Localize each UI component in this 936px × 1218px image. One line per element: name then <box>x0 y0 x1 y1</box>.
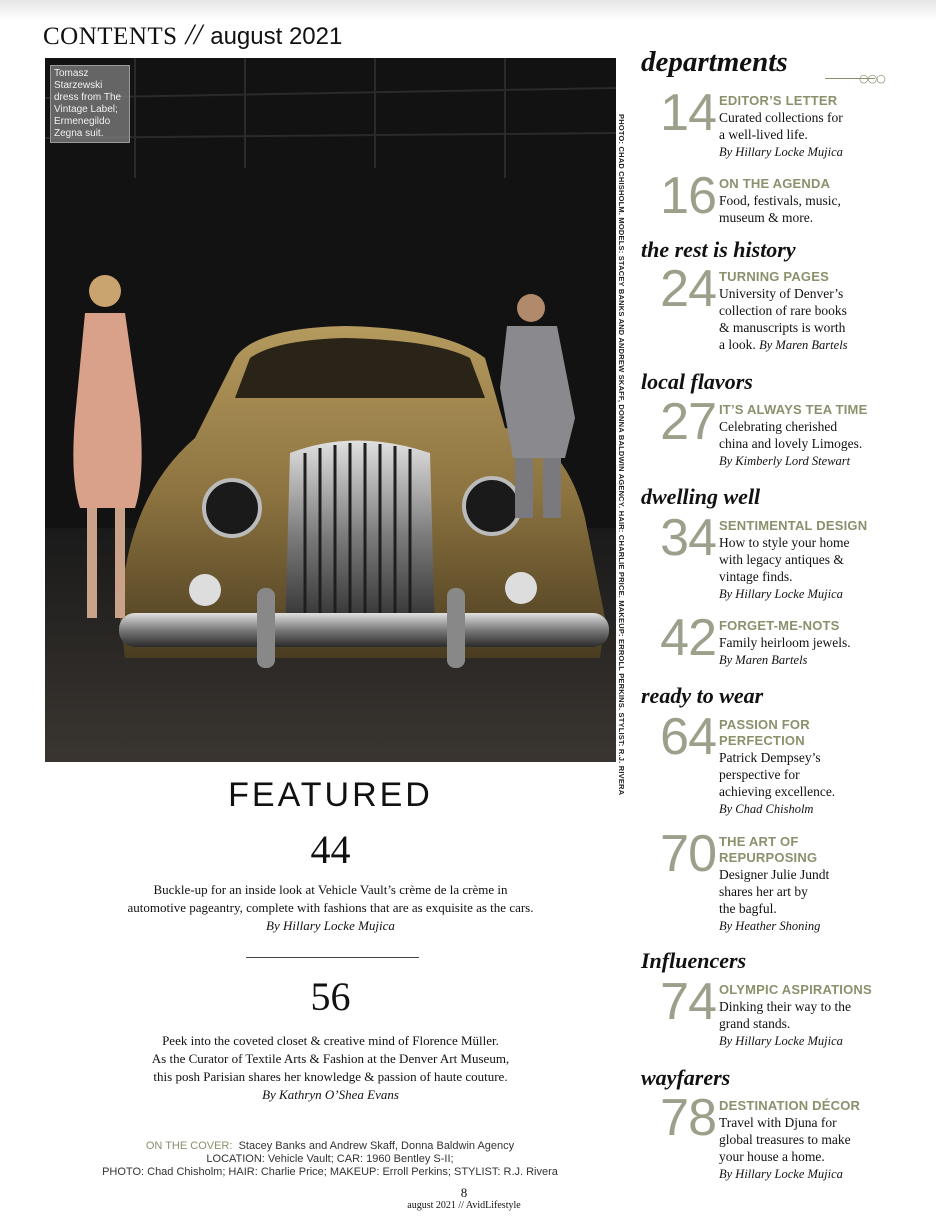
entry-desc: collection of rare books <box>719 303 847 318</box>
entry-desc: Dinking their way to the <box>719 999 851 1014</box>
entry-byline: By Hillary Locke Mujica <box>719 145 843 159</box>
featured-story-56-line: Peek into the coveted closet & creative mind of Florence Müller. <box>162 1033 499 1048</box>
entry-page-number: 74 <box>660 973 716 1031</box>
section-departments: departments <box>641 46 788 78</box>
entry-page-number: 16 <box>660 167 716 225</box>
entry-desc: University of Denver’s <box>719 286 844 301</box>
entry-byline: By Chad Chisholm <box>719 802 814 816</box>
cover-line-2: LOCATION: Vehicle Vault; CAR: 1960 Bentley S-II; <box>206 1153 454 1165</box>
entry-kicker: ON THE AGENDA <box>719 176 831 191</box>
entry-kicker: PASSION FOR <box>719 717 810 732</box>
cover-line-3: PHOTO: Chad Chisholm; HAIR: Charlie Price; MAKEUP: Erroll Perkins; STYLIST: R.J. Rivera <box>102 1166 558 1178</box>
entry-desc: a look. <box>719 337 756 352</box>
entry-desc: Family heirloom jewels. <box>719 635 851 650</box>
entry-desc: museum & more. <box>719 210 814 225</box>
entry-kicker: DESTINATION DÉCOR <box>719 1098 861 1113</box>
entry-desc: with legacy antiques & <box>719 552 844 567</box>
car-illustration <box>45 58 616 762</box>
entry-desc: Designer Julie Jundt <box>719 867 830 882</box>
cover-line-1: Stacey Banks and Andrew Skaff, Donna Baldwin Agency <box>238 1140 515 1152</box>
entry-kicker: SENTIMENTAL DESIGN <box>719 518 868 533</box>
entry-kicker: IT’S ALWAYS TEA TIME <box>719 402 868 417</box>
entry-desc: china and lovely Limoges. <box>719 436 863 451</box>
featured-page-56: 56 <box>310 974 351 1019</box>
entry-byline: By Hillary Locke Mujica <box>719 1167 843 1181</box>
featured-story-56-line: this posh Parisian shares her knowledge & passion of haute couture. <box>153 1069 508 1084</box>
entry-desc: Patrick Dempsey’s <box>719 750 821 765</box>
page-header <box>43 18 342 52</box>
entry-kicker: PERFECTION <box>719 733 805 748</box>
entry-kicker: REPURPOSING <box>719 850 818 865</box>
issue-date: august 2021 <box>210 23 343 50</box>
entry-page-number: 78 <box>660 1089 716 1147</box>
entry-desc: global treasures to make <box>719 1132 851 1147</box>
entry-desc: grand stands. <box>719 1016 791 1031</box>
featured-heading: FEATURED <box>228 776 433 814</box>
photo-credit-text: PHOTO: CHAD CHISHOLM. MODELS: STACEY BANKS AND ANDREW SKAFF, DONNA BALDWIN AGENCY. HAIR: CHARLIE PRICE. MAKEUP: ERROLL PERKINS. STYLIST: R.J. RIVERA <box>617 114 626 796</box>
featured-page-44: 44 <box>310 827 351 872</box>
entry-desc: Food, festivals, music, <box>719 193 841 208</box>
photo-credit-vertical <box>617 114 627 796</box>
entry-byline: By Hillary Locke Mujica <box>719 587 843 601</box>
featured-story-56-line: As the Curator of Textile Arts & Fashion at the Denver Art Museum, <box>151 1051 510 1066</box>
entry-byline: By Maren Bartels <box>719 653 808 667</box>
page-number: 8 <box>460 1185 468 1200</box>
entry-desc: shares her art by <box>719 884 808 899</box>
entry-page-number: 14 <box>660 84 716 142</box>
entry-byline: By Maren Bartels <box>759 338 848 352</box>
cover-label: ON THE COVER: <box>145 1140 233 1152</box>
entry-desc: Travel with Djuna for <box>719 1115 837 1130</box>
featured-story-56-byline: By Kathryn O’Shea Evans <box>262 1087 399 1102</box>
entry-kicker: THE ART OF <box>719 834 799 849</box>
entry-kicker: EDITOR’S LETTER <box>719 93 838 108</box>
entry-kicker: TURNING PAGES <box>719 269 829 284</box>
entry-byline: By Kimberly Lord Stewart <box>719 454 851 468</box>
entry-desc: & manuscripts is worth <box>719 320 846 335</box>
entry-desc: Celebrating cherished <box>719 419 838 434</box>
cover-credits <box>60 1140 600 1179</box>
featured-story-44 <box>85 881 576 935</box>
entry-byline: By Heather Shoning <box>719 919 821 933</box>
cover-photo <box>45 58 616 762</box>
entry-page-number: 64 <box>660 708 716 766</box>
top-shade <box>0 0 936 20</box>
entry-kicker: OLYMPIC ASPIRATIONS <box>719 982 872 997</box>
featured-story-44-line: automotive pageantry, complete with fashions that are as exquisite as the cars. <box>127 900 534 915</box>
section-influencers: Influencers <box>641 948 747 973</box>
circles-icon: ○○○ <box>859 72 885 85</box>
section-wayfarers: wayfarers <box>641 1065 731 1090</box>
entry-page-number: 34 <box>660 509 716 567</box>
entry-desc: the bagful. <box>719 901 777 916</box>
section-history: the rest is history <box>641 237 796 262</box>
entry-desc: achieving excellence. <box>719 784 836 799</box>
photo-caption: Tomasz Starzewski dress from The Vintage Label; Ermenegildo Zegna suit. <box>50 65 130 143</box>
entry-kicker: FORGET-ME-NOTS <box>719 618 840 633</box>
entry-desc: a well-lived life. <box>719 127 808 142</box>
entry-desc: perspective for <box>719 767 800 782</box>
contents-title: CONTENTS <box>43 23 178 50</box>
entry-byline: By Hillary Locke Mujica <box>719 1034 843 1048</box>
header-separator: // <box>185 18 203 51</box>
folio-line: august 2021 // AvidLifestyle <box>407 1200 521 1211</box>
featured-story-44-byline: By Hillary Locke Mujica <box>266 918 395 933</box>
entry-desc: your house a home. <box>719 1149 825 1164</box>
entry-desc: Curated collections for <box>719 110 843 125</box>
entry-page-number: 27 <box>660 393 716 451</box>
entry-desc: How to style your home <box>719 535 850 550</box>
featured-story-44-line: Buckle-up for an inside look at Vehicle Vault’s crème de la crème in <box>153 882 508 897</box>
entry-desc: vintage finds. <box>719 569 793 584</box>
section-ready-to-wear: ready to wear <box>641 683 764 708</box>
featured-divider <box>246 957 419 958</box>
entry-page-number: 24 <box>660 260 716 318</box>
featured-story-56 <box>85 1032 576 1104</box>
entry-page-number: 70 <box>660 825 716 883</box>
section-local-flavors: local flavors <box>641 369 753 394</box>
section-dwelling-well: dwelling well <box>641 484 761 509</box>
entry-page-number: 42 <box>660 609 716 667</box>
